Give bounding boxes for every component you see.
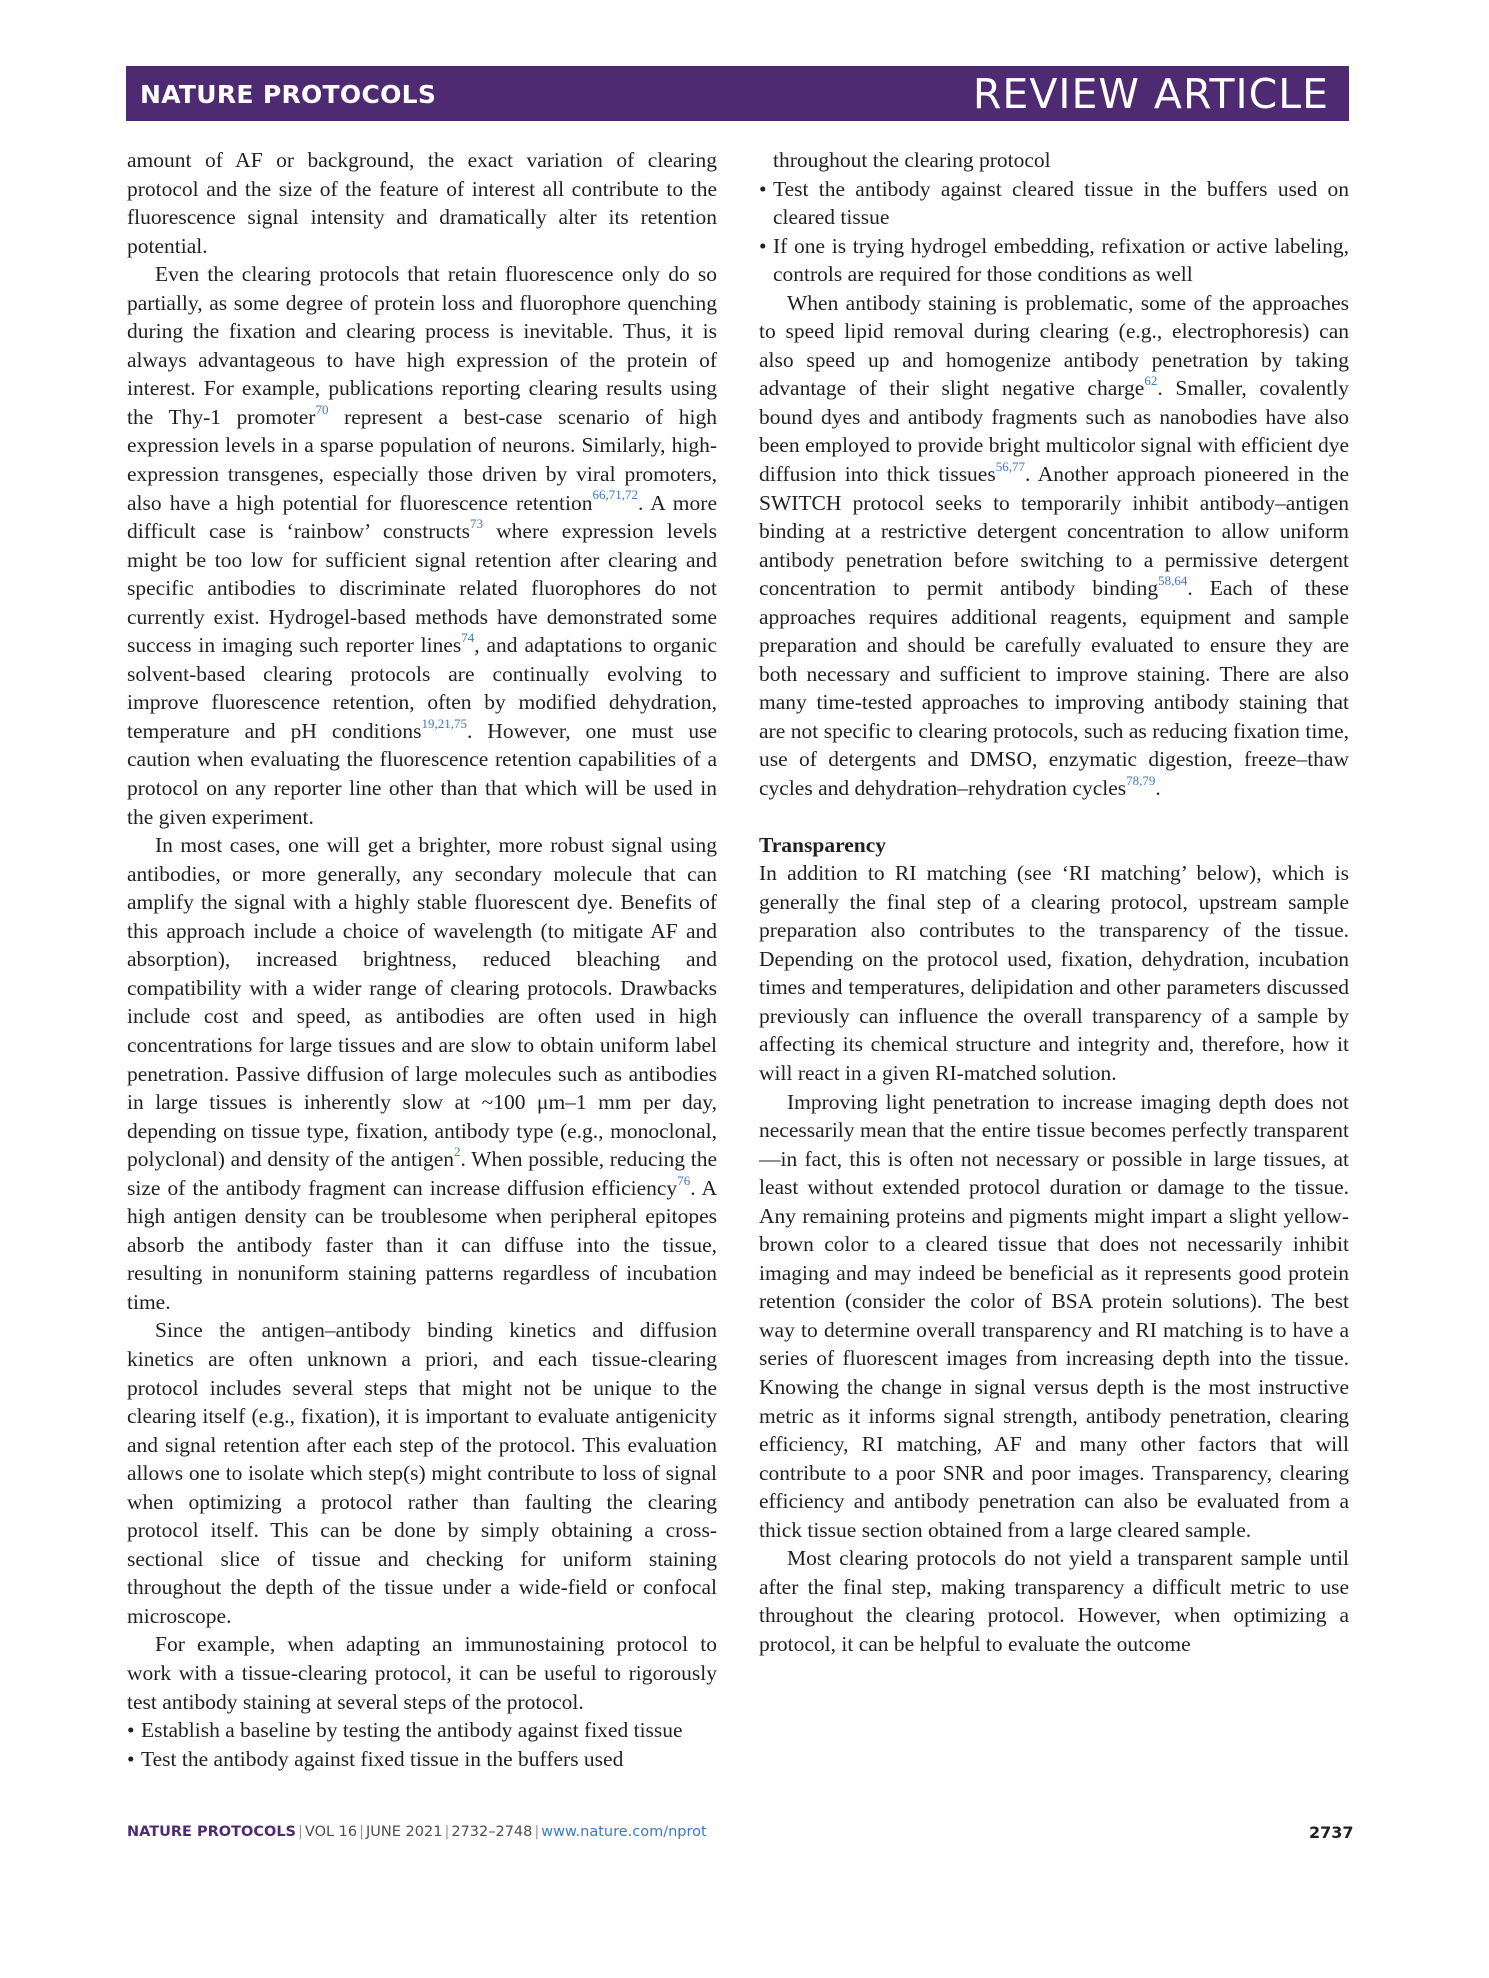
paragraph: amount of AF or background, the exact variation of clearing protocol and the size of the feature of interest all contribute to the fluorescence signal intensity and dramatically alter its retention potential. [127,148,717,258]
paragraph: Since the antigen–antibody binding kinetics and diffusion kinetics are often unknown a priori, and each tissue-clearing protocol includes several steps that might not be unique to the clearing itself (e.g., fixation), it is important to evaluate antigenicity and signal retention after each step of the protocol. This evaluation allows one to isolate which step(s) might contribute to loss of signal when optimizing a protocol rather than faulting the clearing protocol itself. This can be done by simply obtaining a cross-sectional slice of tissue and checking for uniform staining throughout the depth of the tissue under a wide-field or confocal microscope. [127,1318,717,1628]
paragraph: When antibody staining is problematic, some of the approaches to speed lipid removal during clearing (e.g., electrophoresis) can also speed up and homogenize antibody penetration by taking advantage of their slight negative charge$^{62}$. Smaller, covalently bound dyes and antibody fragments such as nanobodies have also been employed to provide bright multicolor signal with efficient dye diffusion into thick tissues$^{56,77}$. Another approach pioneered in the SWITCH protocol seeks to temporarily inhibit antibody–antigen binding at a restrictive detergent concentration to allow uniform antibody penetration before switching to a permissive detergent concentration to permit antibody binding$^{58,64}$. Each of these approaches requires additional reagents, equipment and sample preparation and should be carefully evaluated to ensure they are both necessary and sufficient to improve staining. There are also many time-tested approaches to improving antibody staining that are not specific to clearing protocols, such as reducing fixation time, use of detergents and DMSO, enzymatic digestion, freeze–thaw cycles and dehydration–rehydration cycles$^{78,79}$. [759,290,1350,801]
bullet-icon: • [759,176,767,201]
left-column [127,146,717,1773]
bullet-item: • Establish a baseline by testing the antibody against fixed tissue [127,1716,717,1745]
bullet-icon: • [127,1746,135,1771]
paragraph: Improving light penetration to increase imaging depth does not necessarily mean that the entire tissue becomes perfectly transparent—in fact, this is often not necessary or possible in large tissues, at least without extended protocol duration or damage to the tissue. Any remaining proteins and pigments might impart a slight yellow-brown color to a cleared tissue that does not necessarily inhibit imaging and may indeed be beneficial as it represents good protein retention (consider the color of BSA protein solutions). The best way to determine overall transparency and RI matching is to have a series of fluorescent images from increasing depth into the tissue. Knowing the change in signal versus depth is the most instructive metric as it informs signal strength, antibody penetration, clearing efficiency, RI matching, AF and many other factors that will contribute to a poor SNR and poor images. Transparency, clearing efficiency and antibody penetration can also be evaluated from a thick tissue section obtained from a large cleared sample. [759,1089,1349,1542]
footer-journal: NATURE PROTOCOLS [127,1824,297,1840]
bullet-item: • If one is trying hydrogel embedding, refixation or active labeling, controls are required for those conditions as well [759,233,1349,287]
citation-link[interactable]: 19,21,75 [421,715,467,731]
footer-url-link[interactable]: www.nature.com/nprot [541,1824,707,1840]
paragraph: For example, when adapting an immunostaining protocol to work with a tissue-clearing protocol, it can be useful to rigorously test antibody staining at several steps of the protocol. [127,1632,717,1714]
right-column [759,146,1349,1658]
article-type: REVIEW ARTICLE [972,70,1329,118]
citation-link[interactable]: 73 [470,515,484,531]
footer-pages: 2732–2748 [451,1824,533,1840]
section-heading: Transparency [759,832,887,857]
citation-link[interactable]: 62 [1144,373,1158,389]
paragraph: Even the clearing protocols that retain fluorescence only do so partially, as some degree of protein loss and fluorophore quenching during the fixation and clearing process is inevitable. Thus, it is always advantageous to have high expression of the protein of interest. For example, publications reporting clearing results using the Thy-1 promoter$^{70}$ represent a best-case scenario of high expression levels in a sparse population of neurons. Similarly, high-expression transgenes, especially those driven by viral promoters, also have a high potential for fluorescence retention$^{66,71,72}$. A more difficult case is ‘rainbow’ constructs$^{73}$ where expression levels might be too low for sufficient signal retention after clearing and specific antibodies to discriminate related fluorophores do not currently exist. Hydrogel-based methods have demonstrated some success in imaging such reporter lines$^{74}$, and adaptations to organic solvent-based clearing protocols are continually evolving to improve fluorescence retention, often by modified dehydration, temperature and pH conditions$^{19,21,75}$. However, one must use caution when evaluating the fluorescence retention capabilities of a protocol on any reporter line other than that which will be used in the given experiment. [127,262,718,829]
bullet-icon: • [127,1718,135,1743]
citation-link[interactable]: 70 [315,401,329,417]
bullet-continuation: throughout the clearing protocol [773,148,1051,172]
footer-date: JUNE 2021 [366,1824,443,1840]
paragraph: In addition to RI matching (see ‘RI matching’ below), which is generally the final step of a clearing protocol, upstream sample preparation also contributes to the transparency of the tissue. Depending on the protocol used, fixation, dehydration, incubation times and temperatures, delipidation and other parameters discussed previously can influence the overall transparency of a sample by affecting its chemical structure and integrity and, therefore, how it will react in a given RI-matched solution. [759,861,1349,1085]
journal-name: NATURE PROTOCOLS [140,80,437,109]
citation-link[interactable]: 56,77 [995,458,1025,474]
bullet-icon: • [759,233,767,258]
footer-volume: VOL 16 [304,1824,358,1840]
citation-link[interactable]: 66,71,72 [592,487,638,503]
footer: NATURE PROTOCOLS | VOL 16 | JUNE 2021 | 2732–2748 | www.nature.com/nprot [127,1824,707,1840]
paragraph: In most cases, one will get a brighter, more robust signal using antibodies, or more generally, any secondary molecule that can amplify the signal with a highly stable fluorescent dye. Benefits of this approach include a choice of wavelength (to mitigate AF and absorption), increased brightness, reduced bleaching and compatibility with a wider range of clearing protocols. Drawbacks include cost and speed, as antibodies are often used in high concentrations for large tissues and are slow to obtain uniform label penetration. Passive diffusion of large molecules such as antibodies in large tissues is inherently slow at ~100 μm–1 mm per day, depending on tissue type, fixation, antibody type (e.g., monoclonal, polyclonal) and density of the antigen$^2$. When possible, reducing the size of the antibody fragment can increase diffusion efficiency$^{76}$. A high antigen density can be troublesome when peripheral epitopes absorb the antibody faster than it can diffuse into the tissue, resulting in nonuniform staining patterns regardless of incubation time. [127,833,717,1314]
citation-link[interactable]: 58,64 [1158,573,1188,589]
page-number: 2737 [1309,1823,1354,1842]
bullet-item: • Test the antibody against cleared tissue in the buffers used on cleared tissue [759,176,1349,230]
citation-link[interactable]: 78,79 [1126,772,1156,788]
citation-link[interactable]: 74 [461,630,475,646]
header-banner [126,66,1349,121]
bullet-item: • Test the antibody against fixed tissue in the buffers used [127,1745,717,1774]
paragraph: Most clearing protocols do not yield a transparent sample until after the final step, making transparency a difficult metric to use throughout the clearing protocol. However, when optimizing a protocol, it can be helpful to evaluate the outcome [759,1546,1349,1656]
citation-link[interactable]: 2 [454,1143,461,1159]
citation-link[interactable]: 76 [677,1172,691,1188]
